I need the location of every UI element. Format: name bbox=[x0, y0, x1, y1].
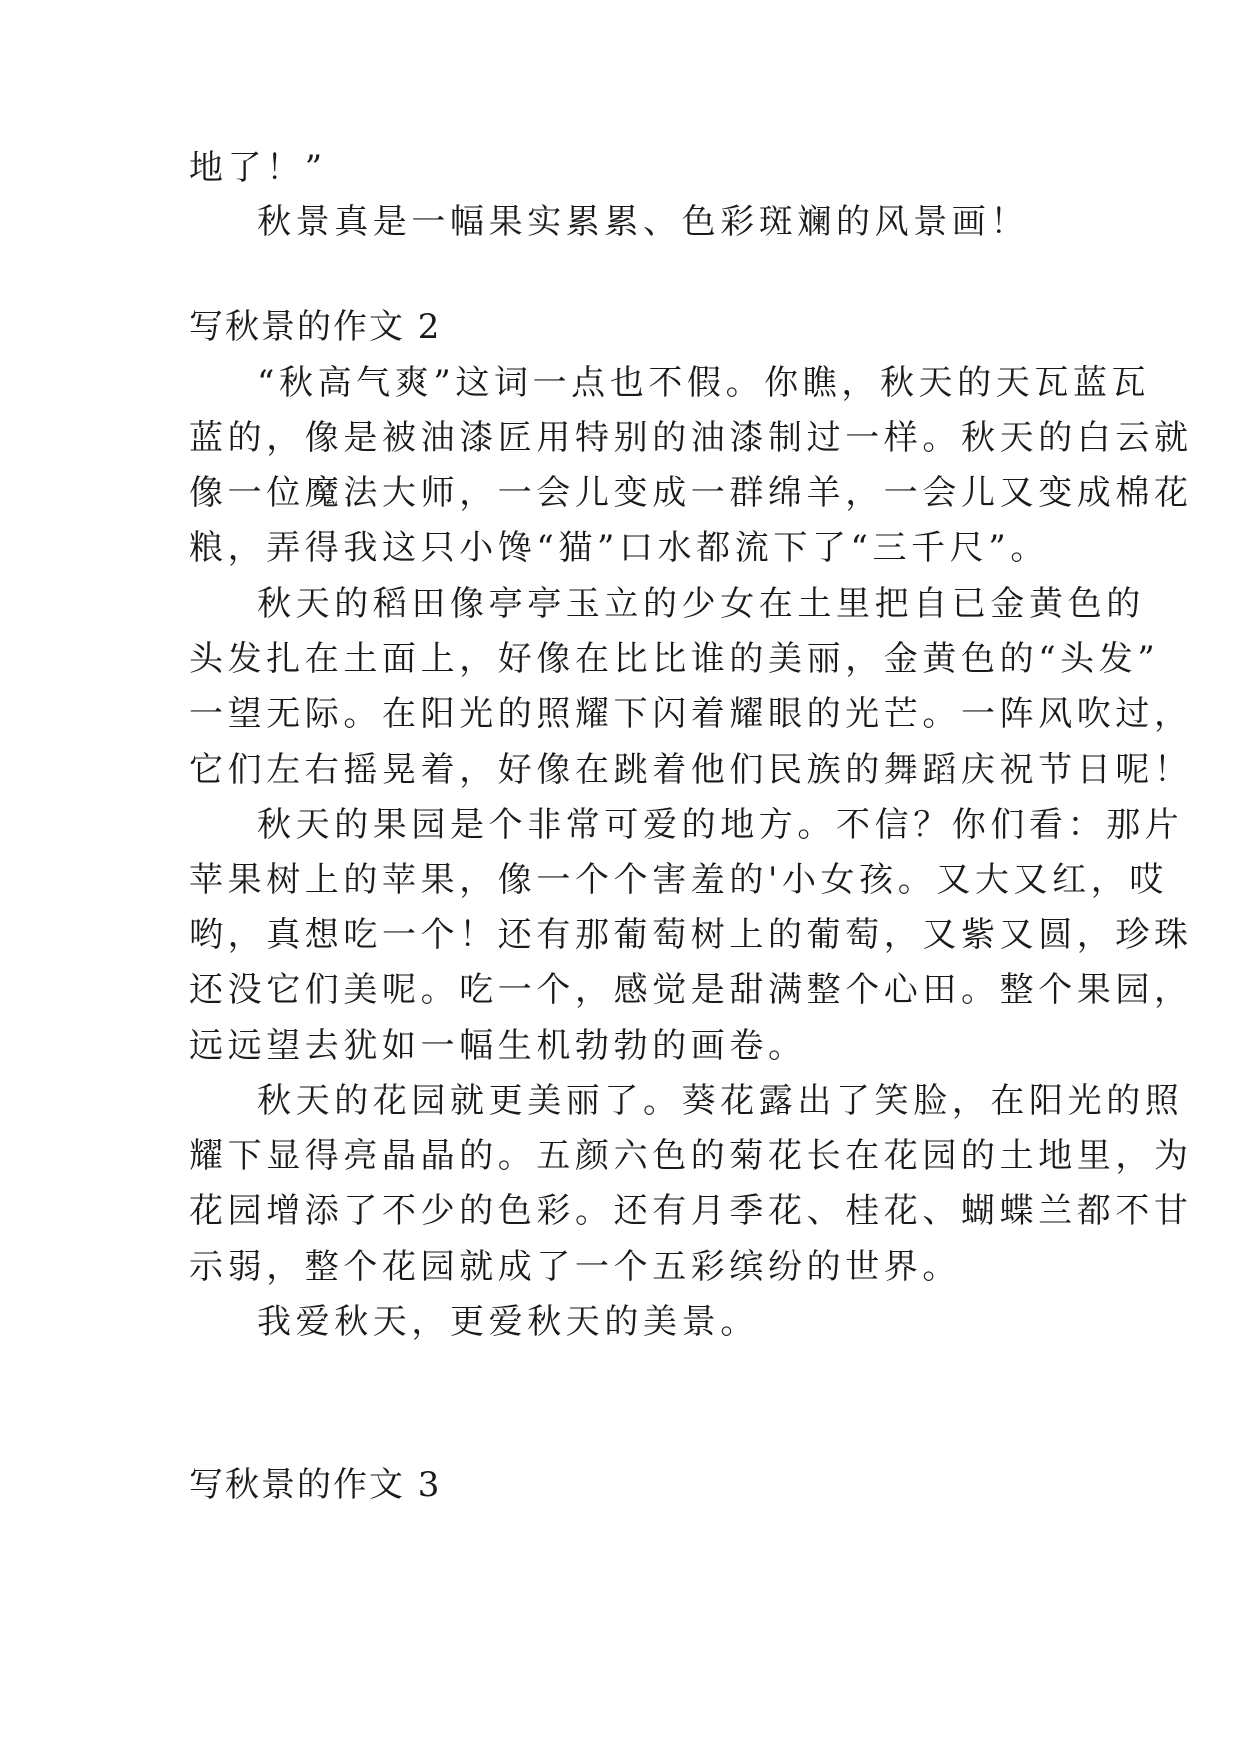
paragraph-line: 蓝的，像是被油漆匠用特别的油漆制过一样。秋天的白云就 bbox=[189, 418, 1193, 458]
paragraph-line: 秋天的果园是个非常可爱的地方。不信？你们看：那片 bbox=[257, 805, 1184, 845]
paragraph-line: 它们左右摇晃着，好像在跳着他们民族的舞蹈庆祝节日呢！ bbox=[189, 750, 1193, 790]
paragraph-line: “秋高气爽”这词一点也不假。你瞧，秋天的天瓦蓝瓦 bbox=[257, 363, 1151, 403]
paragraph-line: 示弱，整个花园就成了一个五彩缤纷的世界。 bbox=[189, 1247, 961, 1287]
essay-title: 写秋景的作文 2 bbox=[189, 307, 442, 347]
paragraph-line: 粮，弄得我这只小馋“猫”口水都流下了“三千尺”。 bbox=[189, 528, 1049, 568]
paragraph-line: 还没它们美呢。吃一个，感觉是甜满整个心田。整个果园， bbox=[189, 970, 1193, 1010]
paragraph-line: 像一位魔法大师，一会儿变成一群绵羊，一会儿又变成棉花 bbox=[189, 473, 1193, 513]
text-line: 地了！” bbox=[189, 148, 327, 188]
paragraph-line: 秋天的花园就更美丽了。葵花露出了笑脸，在阳光的照 bbox=[257, 1081, 1184, 1121]
essay-title: 写秋景的作文 3 bbox=[189, 1465, 442, 1505]
paragraph-line: 哟，真想吃一个！还有那葡萄树上的葡萄，又紫又圆，珍珠 bbox=[189, 915, 1193, 955]
paragraph-line: 苹果树上的苹果，像一个个害羞的'小女孩。又大又红，哎 bbox=[189, 860, 1168, 900]
paragraph-line: 耀下显得亮晶晶的。五颜六色的菊花长在花园的土地里，为 bbox=[189, 1136, 1193, 1176]
paragraph-line: 花园增添了不少的色彩。还有月季花、桂花、蝴蝶兰都不甘 bbox=[189, 1191, 1193, 1231]
closing-sentence: 秋景真是一幅果实累累、色彩斑斓的风景画！ bbox=[257, 202, 1029, 242]
paragraph-line: 远远望去犹如一幅生机勃勃的画卷。 bbox=[189, 1026, 807, 1066]
paragraph-line: 我爱秋天，更爱秋天的美景。 bbox=[257, 1302, 759, 1342]
paragraph-line: 头发扎在土面上，好像在比比谁的美丽，金黄色的“头发” bbox=[189, 639, 1160, 679]
paragraph-line: 一望无际。在阳光的照耀下闪着耀眼的光芒。一阵风吹过， bbox=[189, 694, 1193, 734]
paragraph-line: 秋天的稻田像亭亭玉立的少女在土里把自已金黄色的 bbox=[257, 584, 1145, 624]
